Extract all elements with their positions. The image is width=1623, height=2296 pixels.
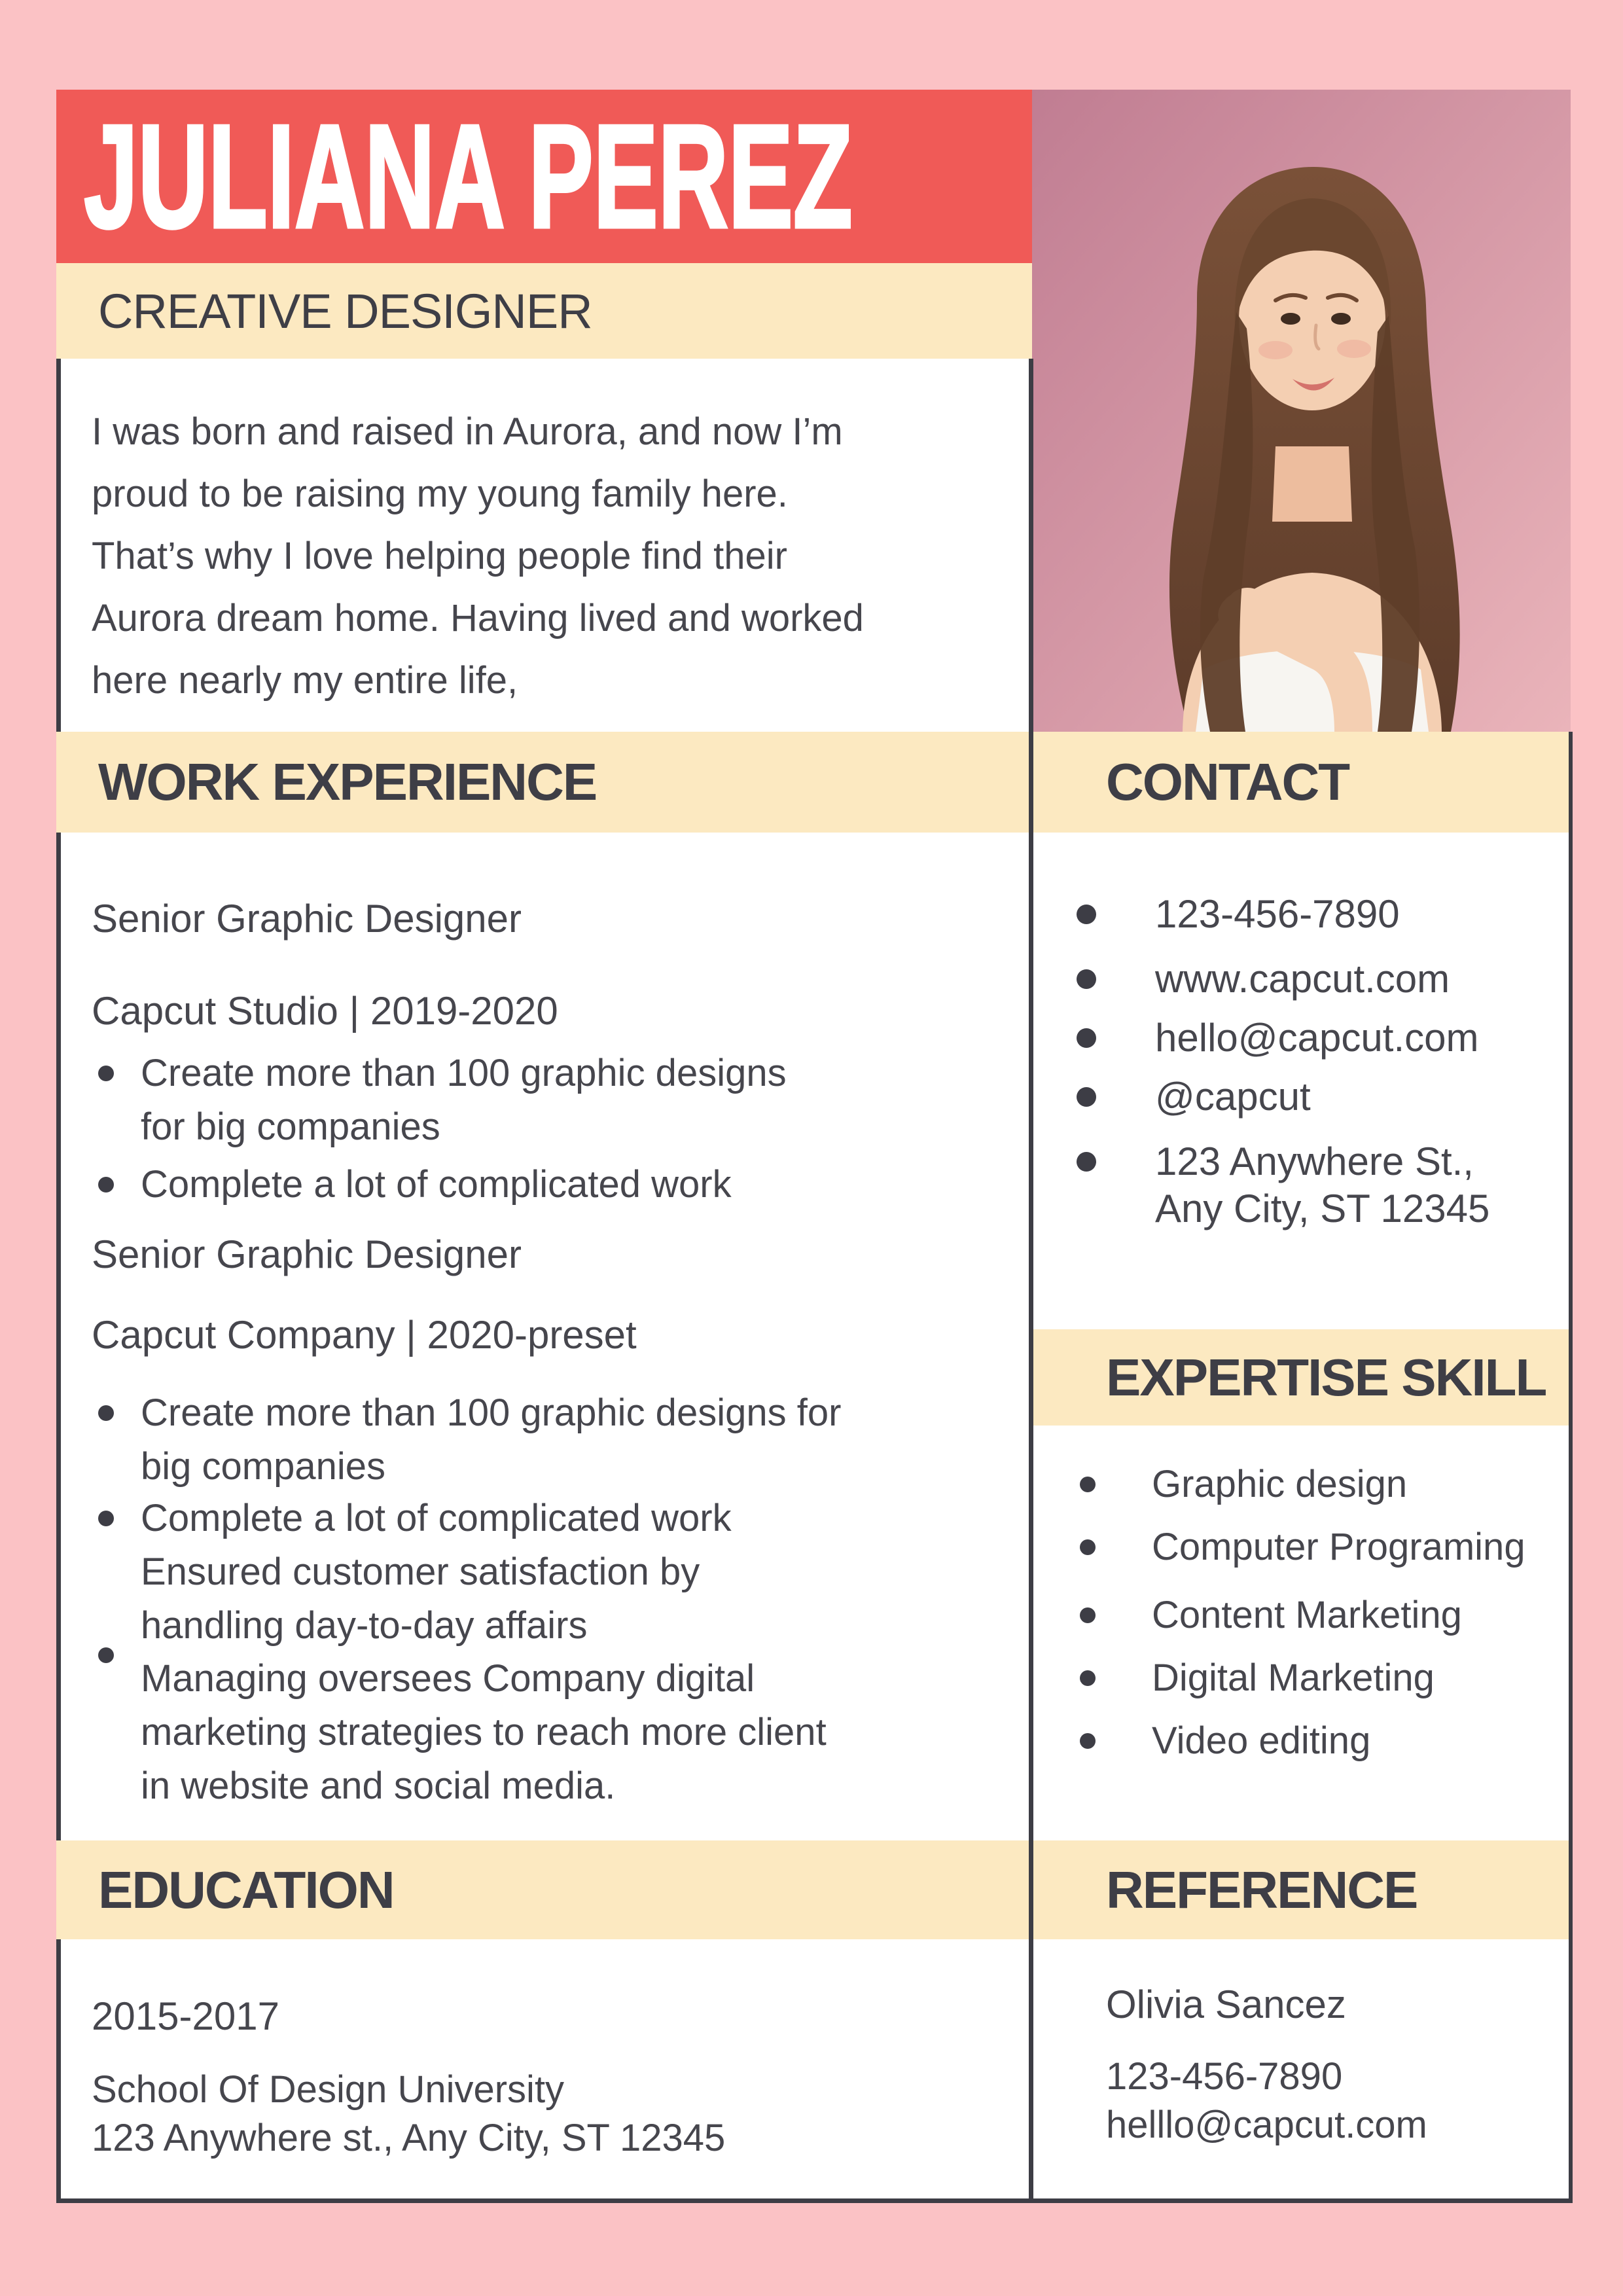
bullet-line: Managing oversees Company digital <box>141 1657 755 1700</box>
reference-detail <box>1106 2053 1427 2149</box>
bullet-icon <box>98 1511 114 1526</box>
page-title: JULIANA PEREZ <box>84 94 853 259</box>
bullet-icon <box>1080 1670 1096 1686</box>
contact-item <box>1077 1073 1311 1121</box>
bullet-line: Ensured customer satisfaction by <box>141 1551 700 1593</box>
section-band-education <box>56 1840 1029 1939</box>
contact-email: hello@capcut.com <box>1155 1016 1479 1060</box>
bullet-icon <box>1080 1539 1096 1555</box>
job-company: Capcut Studio | 2019-2020 <box>92 989 558 1033</box>
education-address: 123 Anywhere st., Any City, ST 12345 <box>92 2117 726 2159</box>
skill-label: Graphic design <box>1152 1463 1408 1505</box>
skill-label: Computer Programing <box>1152 1526 1525 1568</box>
skill-item <box>1080 1528 1525 1566</box>
intro-paragraph <box>92 401 864 711</box>
column-divider-line <box>1029 359 1033 2198</box>
intro-line: proud to be raising my young family here. <box>92 473 788 515</box>
bullet-icon <box>1077 1152 1096 1172</box>
bullet-icon <box>1077 969 1096 989</box>
skill-item <box>1080 1719 1371 1762</box>
bullet-icon <box>98 1405 114 1421</box>
job-title: Senior Graphic Designer <box>92 897 522 941</box>
section-band-skills <box>1033 1329 1569 1426</box>
section-band-reference <box>1033 1840 1569 1939</box>
bullet-icon <box>1080 1607 1096 1623</box>
bullet-line: big companies <box>141 1445 385 1488</box>
bullet-line: in website and social media. <box>141 1765 616 1807</box>
bullet-icon <box>1077 1028 1096 1048</box>
reference-phone: 123-456-7890 <box>1106 2055 1343 2098</box>
contact-item <box>1077 1014 1478 1062</box>
bottom-border-line <box>56 2198 1573 2203</box>
education-detail <box>92 2066 725 2162</box>
intro-line: here nearly my entire life, <box>92 659 518 702</box>
work-bullet-item <box>98 1158 732 1211</box>
right-border-line <box>1569 732 1573 2198</box>
skills-heading: EXPERTISE SKILL <box>1106 1348 1546 1407</box>
header-banner <box>56 90 1032 263</box>
contact-phone: 123-456-7890 <box>1155 892 1400 936</box>
job-title: Senior Graphic Designer <box>92 1232 522 1276</box>
skill-item <box>1080 1659 1435 1697</box>
skill-item <box>1080 1465 1407 1503</box>
bullet-line: handling day-to-day affairs <box>141 1604 588 1647</box>
work-bullet-item <box>98 1652 827 1813</box>
bullet-icon <box>98 1066 114 1081</box>
work-bullet-item <box>98 1492 732 1653</box>
skill-label: Content Marketing <box>1152 1594 1462 1636</box>
portrait-illustration-icon <box>1032 90 1571 732</box>
job-company: Capcut Company | 2020-preset <box>92 1313 637 1357</box>
bullet-icon <box>98 1647 114 1663</box>
bullet-line: for big companies <box>141 1105 440 1148</box>
bullet-line: Complete a lot of complicated work <box>141 1163 732 1206</box>
work-bullet-item <box>98 1386 841 1494</box>
contact-item <box>1077 956 1450 1003</box>
intro-line: I was born and raised in Aurora, and now I’m <box>92 410 843 453</box>
bullet-line: Create more than 100 graphic designs for <box>141 1391 842 1434</box>
contact-item <box>1077 1138 1489 1232</box>
contact-address-line: 123 Anywhere St., <box>1155 1139 1474 1183</box>
bullet-line: Complete a lot of complicated work <box>141 1497 732 1539</box>
reference-email: helllo@capcut.com <box>1106 2104 1427 2146</box>
intro-line: That’s why I love helping people find their <box>92 535 787 577</box>
work-bullet-item <box>98 1047 787 1154</box>
education-school: School Of Design University <box>92 2068 565 2111</box>
role-band <box>56 263 1032 359</box>
bullet-line: marketing strategies to reach more client <box>141 1711 827 1753</box>
bullet-icon <box>1080 1733 1096 1749</box>
bullet-icon <box>1077 1087 1096 1107</box>
intro-line: Aurora dream home. Having lived and worked <box>92 597 864 639</box>
section-band-contact <box>1033 732 1569 833</box>
contact-website: www.capcut.com <box>1155 957 1450 1001</box>
profile-photo <box>1032 90 1571 732</box>
contact-handle: @capcut <box>1155 1075 1311 1119</box>
role-title: CREATIVE DESIGNER <box>98 283 592 338</box>
skill-label: Video editing <box>1152 1719 1371 1762</box>
bullet-line: Create more than 100 graphic designs <box>141 1052 787 1094</box>
section-band-work <box>56 732 1029 833</box>
reference-heading: REFERENCE <box>1106 1860 1418 1919</box>
contact-address-line: Any City, ST 12345 <box>1155 1187 1490 1230</box>
contact-item <box>1077 891 1400 938</box>
bullet-icon <box>1080 1477 1096 1492</box>
education-years: 2015-2017 <box>92 1994 279 2038</box>
skill-label: Digital Marketing <box>1152 1657 1435 1699</box>
contact-heading: CONTACT <box>1106 753 1349 811</box>
bullet-icon <box>98 1177 114 1193</box>
work-heading: WORK EXPERIENCE <box>98 753 597 811</box>
skill-item <box>1080 1596 1462 1634</box>
education-heading: EDUCATION <box>98 1860 394 1919</box>
bullet-icon <box>1077 905 1096 924</box>
reference-name: Olivia Sancez <box>1106 1982 1346 2026</box>
